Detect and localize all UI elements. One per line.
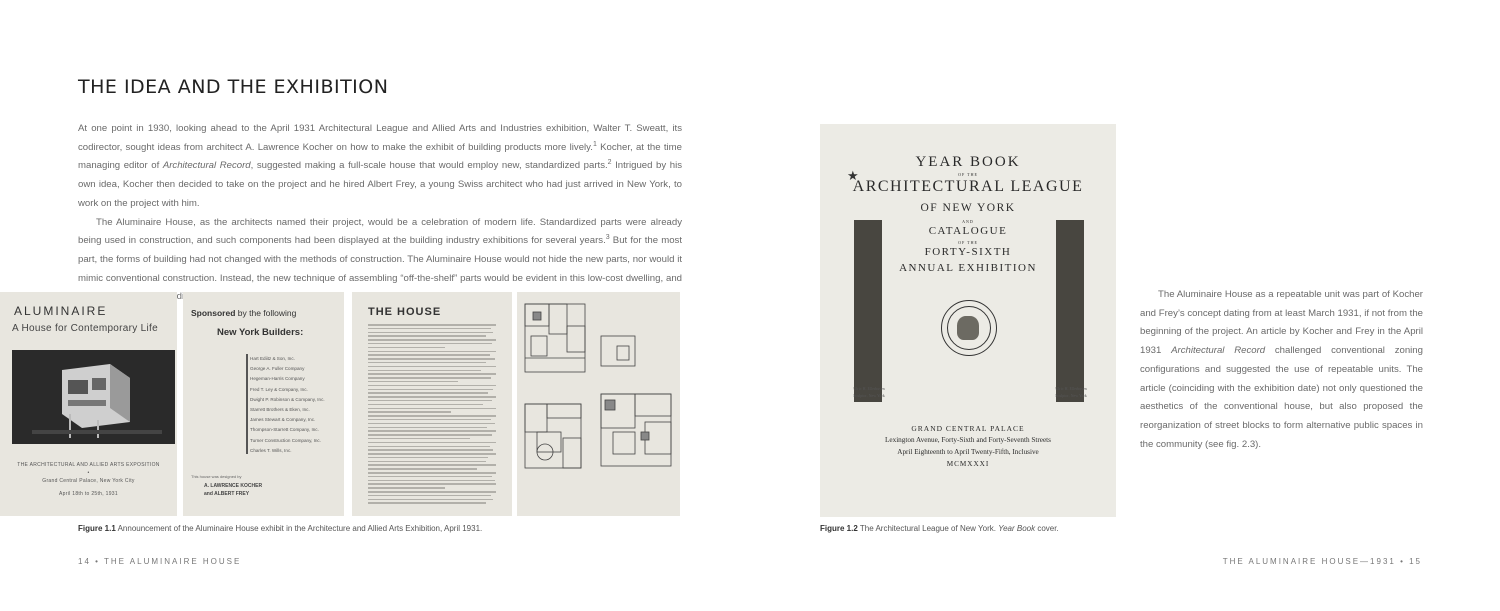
sponsors-heading: Sponsored by the following <box>191 308 297 318</box>
text-line <box>368 339 496 341</box>
page-title: THE IDEA AND THE EXHIBITION <box>78 76 389 98</box>
text-line <box>368 373 496 375</box>
footnote-2[interactable]: 2 <box>607 159 612 167</box>
text-line <box>368 427 487 429</box>
house-photo <box>12 350 175 444</box>
list-item: James Stewart & Company, Inc. <box>250 417 316 423</box>
text-line <box>368 385 496 387</box>
text-line <box>368 461 486 463</box>
figure-caption: Figure 1.1 Announcement of the Aluminaire House exhibit in the Architecture and Allied Arts Exhibition, April 1931. <box>78 524 483 533</box>
dates-line: April 18th to 25th, 1931 <box>59 491 118 497</box>
star-icon: ★ <box>847 168 859 183</box>
exposition-line: THE ARCHITECTURAL AND ALLIED ARTS EXPOSITION <box>17 462 160 468</box>
cover-venue: GRAND CENTRAL PALACE <box>911 424 1025 433</box>
text-line <box>368 487 445 489</box>
footnote-3[interactable]: 3 <box>605 234 610 242</box>
panel-subtitle: A House for Contemporary Life <box>12 323 158 334</box>
text-line <box>368 400 492 402</box>
page-folio: THE ALUMINAIRE HOUSE—1931 • 15 <box>1222 557 1422 566</box>
left-relief-pillar <box>854 220 882 402</box>
text-line <box>368 347 445 349</box>
text-line <box>368 366 496 368</box>
text-block-placeholder <box>368 324 496 504</box>
text-line <box>368 351 496 353</box>
text-line <box>368 381 458 383</box>
footnote-1[interactable]: 1 <box>592 140 597 148</box>
text-line <box>368 343 492 345</box>
architect-name-2: and ALBERT FREY <box>204 491 250 497</box>
list-item: Thompson-Starrett Company, Inc. <box>250 427 319 433</box>
right-page <box>750 0 1500 611</box>
cover-line-1: YEAR BOOK <box>915 154 1021 170</box>
text-line <box>368 483 496 485</box>
page-folio: 14 • THE ALUMINAIRE HOUSE <box>78 557 242 566</box>
cover-address: Lexington Avenue, Forty-Sixth and Forty-Seventh Streets <box>885 436 1051 444</box>
cover-line-5: FORTY-SIXTH <box>924 246 1012 258</box>
text-line <box>368 396 496 398</box>
text-line <box>368 502 486 504</box>
list-item: Fred T. Ley & Company, Inc. <box>250 386 308 392</box>
text-line <box>368 468 477 470</box>
list-item: Turner Construction Company, Inc. <box>250 437 321 443</box>
figure-caption: Figure 1.2 The Architectural League of New York. Year Book cover. <box>820 524 1059 533</box>
floor-plans-panel <box>517 292 680 516</box>
text-line <box>368 370 481 372</box>
text-line <box>368 324 496 326</box>
cover-of-the-2: OF THE <box>958 240 978 245</box>
venue-line: Grand Central Palace, New York City <box>42 478 135 484</box>
cover-of-the: OF THE <box>958 172 978 177</box>
text-line <box>368 442 496 444</box>
text-line <box>368 464 496 466</box>
builders-heading: New York Builders: <box>217 327 304 338</box>
builders-list <box>250 354 325 456</box>
text-line <box>368 453 496 455</box>
list-item: Hegeman-Harris Company <box>250 376 305 382</box>
text-line <box>368 438 470 440</box>
text-line <box>368 332 493 334</box>
list-item: George A. Fuller Company <box>250 366 305 372</box>
the-house-panel <box>352 292 512 516</box>
bullet: • <box>87 470 90 476</box>
text-line <box>368 434 492 436</box>
seal-figure <box>957 316 979 340</box>
paragraph-1: At one point in 1930, looking ahead to the April 1931 Architectural League and Allied Arts and Industries exhibition, Walter T. Sweatt, its codirector, sought ideas from architect A. Lawrence Kocher on how to make the exhibit of building products more lively.$^1$ Kocher, at the time managing editor of Architectural Record, suggested making a full-scale house that would employ new, standardized parts.$^2$ Intrigued by his own idea, Kocher then decided to take on the project and he hired Albert Frey, a young Swiss architect who had just arrived in New York, to work on the project with him. <box>78 123 682 209</box>
yearbook-cover-image <box>820 124 1116 517</box>
text-line <box>368 430 496 432</box>
cover-and: AND <box>962 219 974 224</box>
paragraph-2: The Aluminaire House, as the architects named their project, would be a celebration of modern life. Standardized parts were already being used in construction, and such components had been displayed at the building industry exhibitions for several years.$^3$ But for the most part, the forms of building had not changed with the methods of construction. The Aluminaire House would not hide the new parts, nor would it mimic conventional construction. Instead, the new technique of assembling “off-the-shelf” parts would be evident in this low-cost dwelling, and <box>78 216 682 284</box>
text-line <box>368 457 488 459</box>
text-line <box>368 411 451 413</box>
text-line <box>368 419 491 421</box>
text-line <box>368 328 491 330</box>
cover-dates: April Eighteenth to April Twenty-Fifth, Inclusive <box>897 448 1039 456</box>
text-line <box>368 415 496 417</box>
panel-title: ALUMINAIRE <box>14 304 108 318</box>
list-item: Dwight P. Robinson & Company, Inc. <box>250 396 325 402</box>
announcement-cover-panel <box>0 292 177 516</box>
panel-heading: THE HOUSE <box>368 306 442 318</box>
text-line <box>368 476 492 478</box>
side-paragraph: The Aluminaire House as a repeatable unit was part of Kocher and Frey’s concept dating from at least March 1931, if not from the beginning of the project. An article by Kocher and Frey in the April 1931 Architectural Record challenged conventional zoning configurations and suggested the use of repeatable units. The article (coinciding with the exhibition date) not only questioned the aesthetics of the conventional house, but also proposed the reorganization of street blocks to form alternative public spaces in the community (see fig. 2.3). <box>1140 289 1423 450</box>
text-line <box>368 389 493 391</box>
designed-by-label: This house was designed by <box>191 474 242 479</box>
cover-line-4: CATALOGUE <box>928 225 1008 237</box>
text-line <box>368 335 486 337</box>
list-item: Hart Ediitz & Son, Inc. <box>250 356 295 361</box>
text-line <box>368 392 488 394</box>
text-line <box>368 446 490 448</box>
sculptor-credit-left: Ulric H. Ellerhusen Sculptor, New York <box>853 386 885 398</box>
text-line <box>368 358 495 360</box>
text-line <box>368 354 490 356</box>
floor-plans-drawing <box>517 292 680 516</box>
cover-line-3: OF NEW YORK <box>920 202 1016 214</box>
text-line <box>368 472 496 474</box>
cover-line-6: ANNUAL EXHIBITION <box>899 262 1037 274</box>
text-line <box>368 480 495 482</box>
list-item: Charles T. Wills, Inc. <box>250 447 292 453</box>
text-line <box>368 499 493 501</box>
text-line <box>368 377 491 379</box>
cover-line-2: ARCHITECTURAL LEAGUE <box>852 178 1084 195</box>
text-line <box>368 423 495 425</box>
cover-year: MCMXXXI <box>946 460 990 468</box>
text-line <box>368 408 496 410</box>
list-item: Starrett Brothers & Eken, Inc. <box>250 407 310 413</box>
text-line <box>368 491 496 493</box>
text-line <box>368 362 486 364</box>
divider <box>246 354 248 454</box>
sculptor-credit-right: Ulric H. Ellerhusen Sculptor, New York <box>1055 386 1087 398</box>
body-text <box>78 120 682 307</box>
right-relief-pillar <box>1056 220 1084 402</box>
text-line <box>368 449 493 451</box>
text-line <box>368 404 483 406</box>
sponsors-panel <box>183 292 344 516</box>
architect-name-1: A. LAWRENCE KOCHER <box>204 483 263 489</box>
text-line <box>368 495 491 497</box>
